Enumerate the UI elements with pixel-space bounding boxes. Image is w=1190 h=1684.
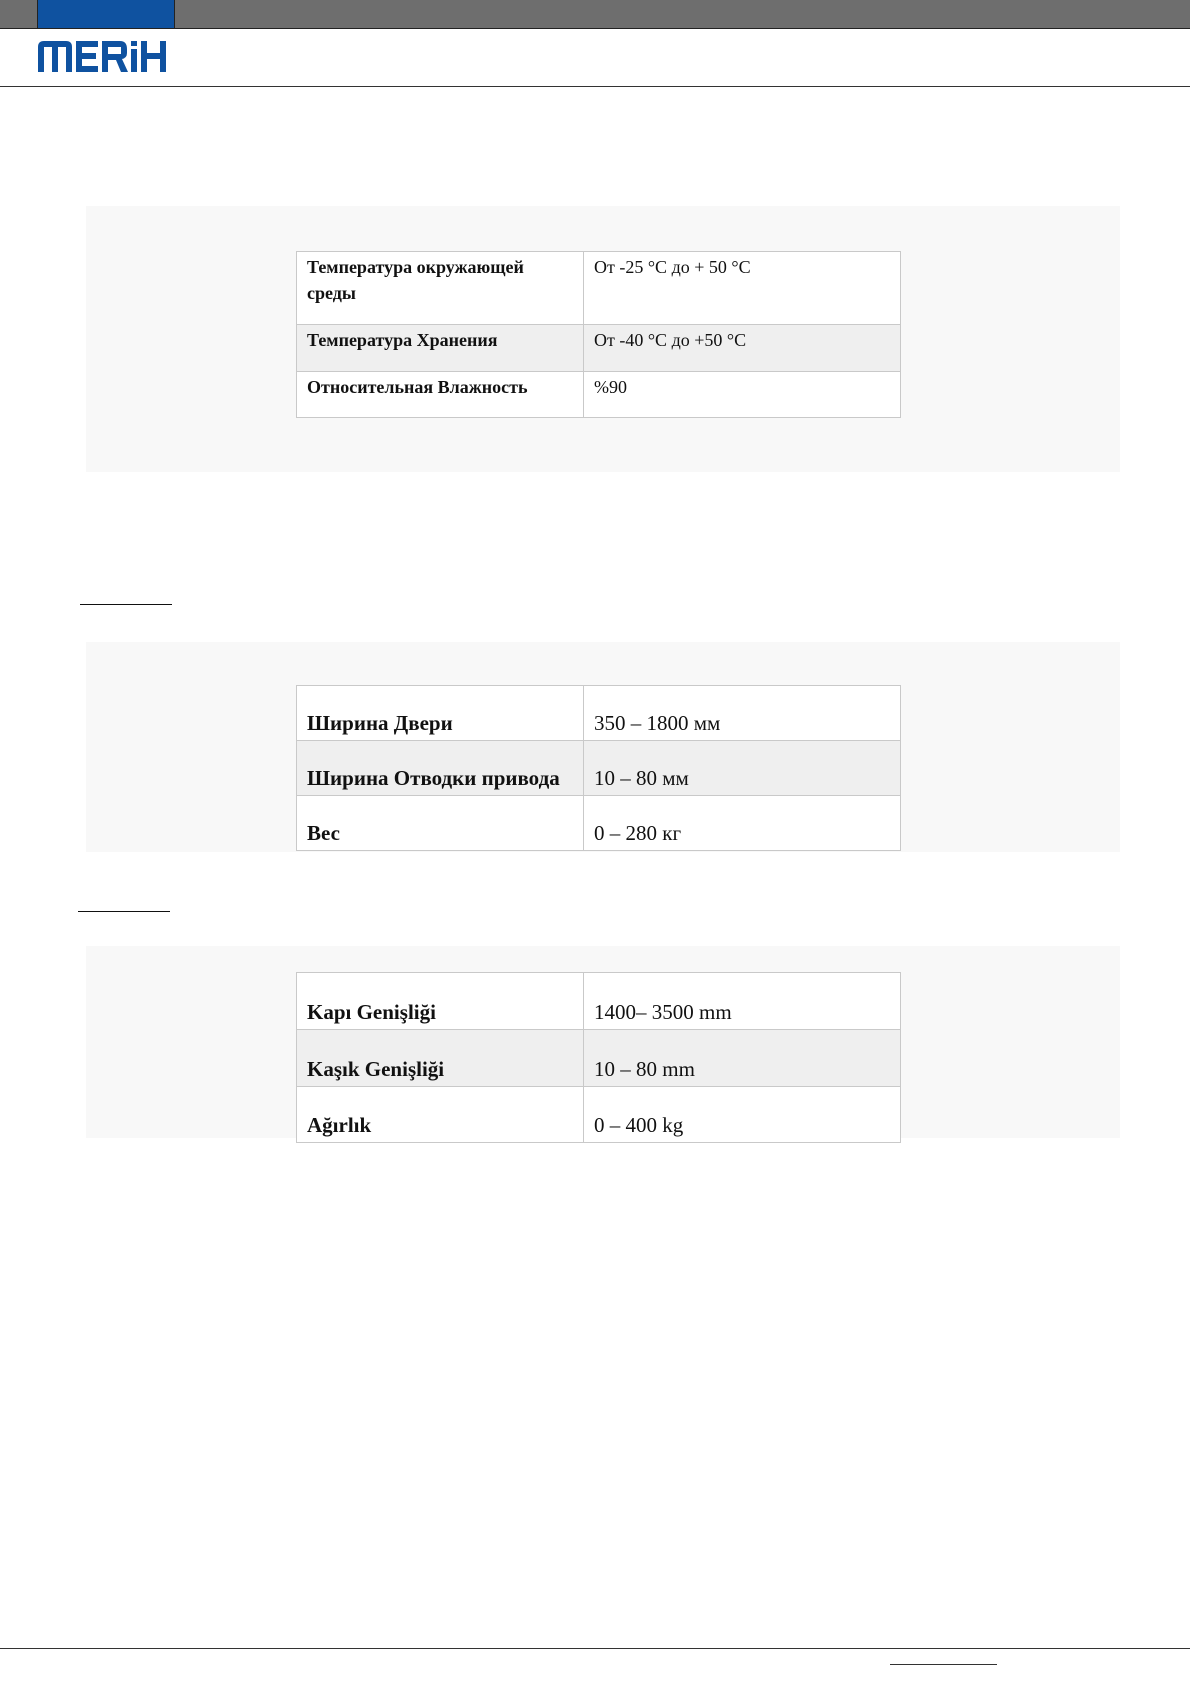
page-header — [0, 28, 1190, 87]
merih-logo-icon — [36, 39, 176, 73]
row-label: Kapı Genişliği — [297, 973, 584, 1030]
table-row — [297, 325, 901, 372]
row-value: %90 — [584, 372, 901, 418]
row-label: Температура окружающей среды — [297, 252, 584, 325]
row-label: Относительная Влажность — [297, 372, 584, 418]
row-value: От -25 °C до + 50 °C — [584, 252, 901, 325]
section-rule — [78, 911, 170, 912]
section-rule — [80, 604, 172, 605]
row-value: 1400– 3500 mm — [584, 973, 901, 1030]
door-spec-table-ru — [296, 685, 901, 851]
row-label: Температура Хранения — [297, 325, 584, 372]
environment-spec-table — [296, 251, 901, 418]
table-row — [297, 372, 901, 418]
row-label: Ширина Двери — [297, 686, 584, 741]
merih-logo — [36, 39, 176, 78]
row-value: 10 – 80 mm — [584, 1030, 901, 1087]
table-row — [297, 741, 901, 796]
row-value: 10 – 80 мм — [584, 741, 901, 796]
door-spec-table-tr — [296, 972, 901, 1143]
top-bar — [0, 0, 1190, 29]
row-value: 350 – 1800 мм — [584, 686, 901, 741]
table-row — [297, 686, 901, 741]
top-bar-accent — [37, 0, 175, 28]
row-label: Ширина Отводки привода — [297, 741, 584, 796]
row-value: От -40 °C до +50 °C — [584, 325, 901, 372]
row-value: 0 – 400 kg — [584, 1087, 901, 1143]
table-row — [297, 252, 901, 325]
table-row — [297, 1030, 901, 1087]
row-label: Kaşık Genişliği — [297, 1030, 584, 1087]
table-row — [297, 796, 901, 851]
row-label: Вес — [297, 796, 584, 851]
table-row — [297, 973, 901, 1030]
table-row — [297, 1087, 901, 1143]
footer-rule — [0, 1648, 1190, 1649]
footer-short-rule — [890, 1664, 997, 1665]
row-label: Ağırlık — [297, 1087, 584, 1143]
row-value: 0 – 280 кг — [584, 796, 901, 851]
